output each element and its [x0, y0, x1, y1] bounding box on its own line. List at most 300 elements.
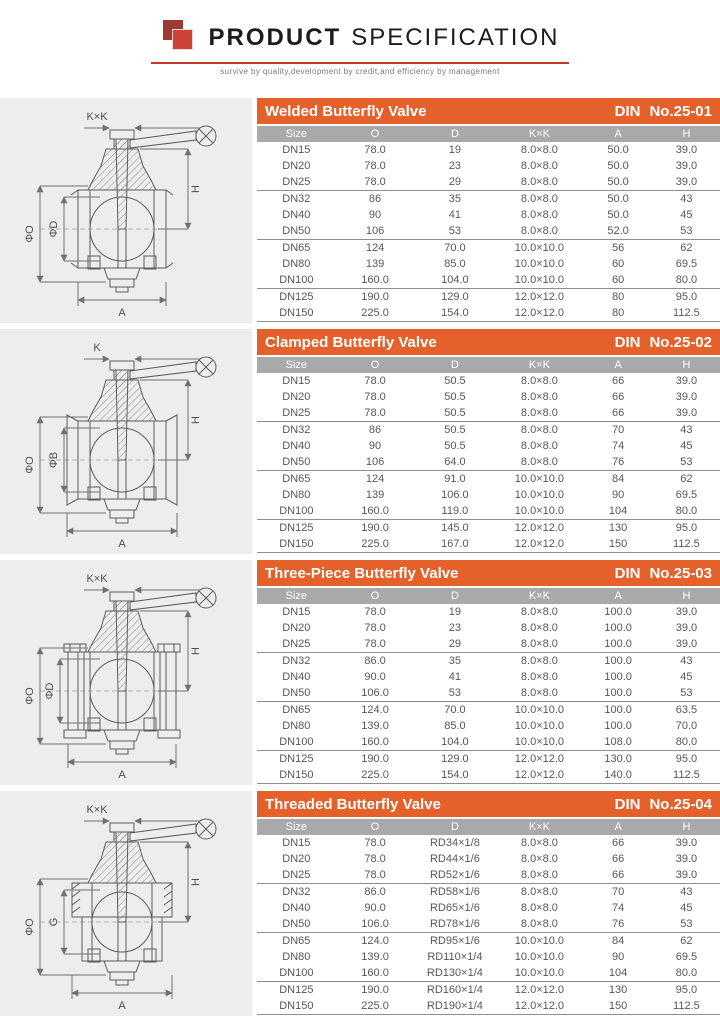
table-row [257, 272, 720, 289]
table-cell: 129.0 [414, 751, 495, 768]
table-cell: DN15 [282, 375, 311, 387]
table-cell: 78.0 [364, 638, 386, 650]
table-cell: RD95×1/6 [414, 933, 495, 950]
dim-label-outer: ΦO [24, 456, 36, 474]
table-cell: 39.0 [675, 638, 698, 650]
table-cell: 8.0×8.0 [520, 869, 558, 881]
table-cell: 69.5 [675, 951, 698, 963]
table-cell: 8.0×8.0 [520, 209, 558, 221]
table-cell: 12.0×12.0 [495, 998, 583, 1015]
table-cell: 62 [653, 933, 720, 950]
spec-table-welded [257, 126, 720, 322]
table-cell: 100.0 [583, 702, 652, 719]
table-cell: 139 [365, 489, 385, 501]
table-cell: 8.0×8.0 [520, 407, 558, 419]
column-header: K×K [495, 819, 583, 835]
table-cell: DN40 [282, 902, 311, 914]
table-cell: 167.0 [414, 536, 495, 553]
spec-table-three-piece [257, 588, 720, 784]
dim-label-outer: ΦO [24, 687, 36, 705]
handle-lever-icon [130, 824, 196, 841]
table-cell: 66 [611, 375, 625, 387]
din-standard: DIN [614, 795, 641, 813]
din-number: No.25-02 [649, 333, 712, 351]
table-cell: 39.0 [675, 407, 698, 419]
table-cell: 63.5 [653, 702, 720, 719]
table-cell: 66 [611, 853, 625, 865]
diagram-panel-threaded [0, 791, 252, 1016]
table-cell: 95.0 [653, 289, 720, 306]
din-standard: DIN [614, 102, 641, 120]
table-cell: DN25 [282, 869, 311, 881]
din-number: No.25-01 [649, 102, 712, 120]
table-cell: 8.0×8.0 [520, 902, 558, 914]
diagram-panel-welded [0, 98, 252, 323]
table-cell: 190.0 [336, 520, 415, 537]
table-cell: 64.0 [444, 456, 466, 468]
table-cell: 225.0 [336, 536, 415, 553]
table-cell: 84 [583, 933, 652, 950]
table-cell: 78.0 [364, 391, 386, 403]
table-panel-clamped [252, 329, 720, 554]
din-standard: DIN [614, 564, 641, 582]
table-cell: 95.0 [653, 751, 720, 768]
table-cell: 8.0×8.0 [520, 622, 558, 634]
page-title [209, 24, 560, 52]
table-cell: RD78×1/6 [429, 918, 480, 930]
dim-label-width: A [118, 307, 126, 319]
table-cell: RD65×1/6 [429, 902, 480, 914]
table-cell: 80.0 [675, 967, 698, 979]
column-header: O [336, 126, 415, 142]
table-panel-welded [252, 98, 720, 323]
table-cell: DN150 [257, 536, 336, 553]
table-cell: 112.5 [653, 998, 720, 1015]
table-cell: RD110×1/4 [427, 951, 483, 963]
table-cell: 10.0×10.0 [514, 274, 565, 286]
table-row [257, 867, 720, 884]
table-cell: DN25 [282, 638, 311, 650]
table-cell: 160.0 [361, 505, 389, 517]
table-cell: 39.0 [675, 622, 698, 634]
table-row [257, 702, 720, 719]
table-cell: 12.0×12.0 [495, 536, 583, 553]
table-cell: 78.0 [364, 176, 386, 188]
table-row [257, 454, 720, 471]
table-row [257, 916, 720, 933]
table-cell: 8.0×8.0 [520, 176, 558, 188]
table-cell: 8.0×8.0 [520, 638, 558, 650]
din-code [606, 103, 712, 120]
table-cell: 106.0 [441, 489, 469, 501]
column-header: D [414, 126, 495, 142]
table-cell: 76 [611, 456, 625, 468]
table-cell: 78.0 [364, 837, 386, 849]
table-cell: 10.0×10.0 [514, 720, 565, 732]
table-cell: DN20 [282, 622, 311, 634]
section-clamped [0, 329, 720, 554]
table-cell: RD190×1/4 [414, 998, 495, 1015]
valve-diagram-three-piece [0, 560, 252, 785]
table-cell: 90.0 [364, 671, 386, 683]
table-cell: 106 [365, 456, 385, 468]
table-cell: 12.0×12.0 [495, 520, 583, 537]
table-cell: 100.0 [604, 671, 632, 683]
table-row [257, 767, 720, 784]
table-cell: 8.0×8.0 [520, 837, 558, 849]
table-cell: DN65 [257, 471, 336, 488]
table-cell: 62 [653, 240, 720, 257]
section-threaded [0, 791, 720, 1016]
column-header-row [257, 357, 720, 373]
table-cell: 53 [680, 456, 693, 468]
table-cell: 78.0 [364, 160, 386, 172]
table-cell: 78.0 [364, 606, 386, 618]
table-row [257, 305, 720, 322]
table-cell: 41 [448, 209, 462, 221]
table-cell: 8.0×8.0 [520, 918, 558, 930]
table-cell: 53 [680, 687, 693, 699]
column-header: D [414, 819, 495, 835]
table-cell: 8.0×8.0 [520, 391, 558, 403]
table-cell: 150 [583, 536, 652, 553]
table-cell: 12.0×12.0 [495, 305, 583, 322]
table-cell: 8.0×8.0 [520, 375, 558, 387]
spec-table-clamped [257, 357, 720, 553]
table-cell: 80 [583, 289, 652, 306]
dim-label-height: H [190, 416, 202, 424]
table-row [257, 207, 720, 223]
table-cell: DN40 [282, 209, 311, 221]
spec-table-threaded [257, 819, 720, 1015]
table-cell: 62 [653, 471, 720, 488]
table-cell: 104 [608, 505, 628, 517]
table-cell: 160.0 [361, 274, 389, 286]
table-cell: 108.0 [604, 736, 632, 748]
table-cell: 39.0 [675, 606, 698, 618]
table-cell: 35 [414, 191, 495, 208]
table-row [257, 289, 720, 306]
table-cell: DN20 [282, 160, 311, 172]
table-cell: 50.0 [607, 176, 629, 188]
table-cell: 86 [336, 191, 415, 208]
table-cell: 129.0 [414, 289, 495, 306]
table-row [257, 933, 720, 950]
table-cell: 80.0 [675, 274, 698, 286]
table-cell: RD34×1/8 [429, 837, 480, 849]
din-code [606, 334, 712, 351]
table-cell: 43 [653, 191, 720, 208]
diagram-panel-clamped [0, 329, 252, 554]
table-cell: 66 [611, 407, 625, 419]
table-cell: DN40 [282, 440, 311, 452]
dim-label-outer: ΦO [24, 225, 36, 243]
table-cell: 10.0×10.0 [514, 505, 565, 517]
table-cell: 12.0×12.0 [495, 289, 583, 306]
table-cell: DN50 [282, 225, 311, 237]
dim-label-inner: ΦD [48, 220, 60, 238]
table-cell: 50.5 [444, 375, 466, 387]
dim-label-height: H [190, 185, 202, 193]
table-cell: 50.5 [414, 422, 495, 439]
table-cell: 90 [611, 489, 625, 501]
brand-tagline: survive by quality,development by credit,and efficiency by management [220, 67, 500, 76]
table-cell: 85.0 [444, 720, 466, 732]
column-header: H [653, 588, 720, 604]
table-cell: 29 [448, 638, 462, 650]
table-row [257, 685, 720, 702]
table-cell: DN65 [257, 702, 336, 719]
table-cell: RD52×1/6 [429, 869, 480, 881]
dim-label-width: A [118, 538, 126, 550]
table-cell: 100.0 [604, 687, 632, 699]
table-row [257, 471, 720, 488]
table-cell: 35 [414, 653, 495, 670]
table-cell: 43 [653, 884, 720, 901]
table-cell: DN150 [257, 767, 336, 784]
section-title: Clamped Butterfly Valve [265, 333, 437, 351]
table-cell: DN65 [257, 240, 336, 257]
table-cell: DN32 [257, 191, 336, 208]
valve-diagram-clamped [0, 329, 252, 554]
din-code [606, 796, 712, 813]
table-cell: 8.0×8.0 [520, 225, 558, 237]
table-row [257, 636, 720, 653]
table-cell: 12.0×12.0 [495, 751, 583, 768]
table-cell: DN32 [257, 884, 336, 901]
table-cell: DN80 [282, 720, 311, 732]
table-cell: 119.0 [441, 505, 469, 517]
table-cell: 86.0 [336, 884, 415, 901]
table-cell: 41 [448, 671, 462, 683]
table-cell: 190.0 [336, 289, 415, 306]
table-cell: DN80 [282, 489, 311, 501]
table-cell: 86 [336, 422, 415, 439]
din-number: No.25-03 [649, 564, 712, 582]
table-cell: 8.0×8.0 [495, 191, 583, 208]
table-cell: 12.0×12.0 [495, 982, 583, 999]
table-cell: 39.0 [675, 869, 698, 881]
table-cell: DN125 [257, 289, 336, 306]
table-cell: 19 [448, 144, 462, 156]
table-cell: 112.5 [653, 536, 720, 553]
table-cell: 76 [611, 918, 625, 930]
table-cell: 139 [365, 258, 385, 270]
handle-lever-icon [130, 362, 196, 379]
column-header: O [336, 819, 415, 835]
column-header: H [653, 126, 720, 142]
table-row [257, 965, 720, 982]
table-row [257, 389, 720, 405]
table-cell: 39.0 [675, 160, 698, 172]
section-title-bar [257, 329, 720, 355]
table-cell: DN50 [282, 456, 311, 468]
table-cell: 10.0×10.0 [495, 933, 583, 950]
table-cell: 100.0 [604, 622, 632, 634]
table-cell: 50.0 [607, 144, 629, 156]
table-row [257, 884, 720, 901]
table-cell: 23 [448, 160, 462, 172]
table-row [257, 620, 720, 636]
dim-label-width: A [118, 1000, 126, 1012]
table-cell: DN150 [257, 998, 336, 1015]
table-cell: 84 [583, 471, 652, 488]
valve-diagram-welded [0, 98, 252, 323]
column-header: H [653, 357, 720, 373]
dim-label-inner: ΦD [44, 682, 56, 700]
table-cell: DN150 [257, 305, 336, 322]
table-cell: 39.0 [675, 391, 698, 403]
table-row [257, 520, 720, 537]
table-cell: 130 [583, 520, 652, 537]
table-cell: 70.0 [414, 240, 495, 257]
table-cell: 8.0×8.0 [495, 653, 583, 670]
table-cell: DN20 [282, 853, 311, 865]
column-header: Size [257, 588, 336, 604]
valve-diagram-threaded [0, 791, 252, 1016]
table-cell: 139.0 [361, 951, 389, 963]
dim-label-outer: ΦO [24, 918, 36, 936]
table-cell: 124 [336, 240, 415, 257]
din-standard: DIN [614, 333, 641, 351]
table-cell: 29 [448, 176, 462, 188]
table-row [257, 191, 720, 208]
table-cell: 154.0 [414, 305, 495, 322]
table-cell: 160.0 [361, 967, 389, 979]
table-cell: 90 [611, 951, 625, 963]
handle-lever-icon [130, 131, 196, 148]
column-header: K×K [495, 126, 583, 142]
table-cell: DN25 [282, 407, 311, 419]
diagram-panel-three-piece [0, 560, 252, 785]
table-cell: DN80 [282, 258, 311, 270]
table-cell: DN100 [279, 736, 314, 748]
table-cell: 100.0 [604, 606, 632, 618]
table-cell: 145.0 [414, 520, 495, 537]
table-cell: DN32 [257, 422, 336, 439]
table-cell: DN15 [282, 606, 311, 618]
table-cell: 140.0 [583, 767, 652, 784]
table-cell: DN80 [282, 951, 311, 963]
table-cell: 39.0 [675, 176, 698, 188]
table-cell: 86.0 [336, 653, 415, 670]
brand-row [151, 20, 570, 64]
table-cell: 160.0 [361, 736, 389, 748]
table-cell: 60 [611, 274, 625, 286]
table-cell: 52.0 [607, 225, 629, 237]
table-cell: 10.0×10.0 [514, 258, 565, 270]
table-cell: 60 [611, 258, 625, 270]
table-row [257, 373, 720, 389]
table-cell: 12.0×12.0 [495, 767, 583, 784]
table-row [257, 653, 720, 670]
table-cell: 100.0 [604, 720, 632, 732]
section-welded [0, 98, 720, 323]
table-cell: 50.0 [607, 160, 629, 172]
table-cell: 66 [611, 837, 625, 849]
table-cell: 8.0×8.0 [495, 422, 583, 439]
column-header-row [257, 588, 720, 604]
table-cell: 78.0 [364, 622, 386, 634]
table-cell: 8.0×8.0 [520, 671, 558, 683]
column-header: D [414, 588, 495, 604]
table-row [257, 487, 720, 503]
table-cell: 124.0 [336, 933, 415, 950]
table-row [257, 158, 720, 174]
table-cell: 225.0 [336, 305, 415, 322]
table-row [257, 900, 720, 916]
page-header [0, 0, 720, 98]
table-cell: 74 [611, 440, 625, 452]
table-row [257, 734, 720, 751]
table-cell: RD160×1/4 [414, 982, 495, 999]
table-cell: 39.0 [675, 144, 698, 156]
column-header: A [583, 357, 652, 373]
table-cell: 53 [448, 225, 462, 237]
table-cell: 100.0 [604, 638, 632, 650]
table-cell: 23 [448, 622, 462, 634]
column-header: O [336, 588, 415, 604]
table-cell: 45 [680, 671, 693, 683]
table-cell: 130 [583, 982, 652, 999]
table-cell: 19 [448, 606, 462, 618]
table-cell: 78.0 [364, 375, 386, 387]
table-row [257, 405, 720, 422]
table-cell: 50.5 [444, 440, 466, 452]
table-cell: 53 [680, 918, 693, 930]
column-header: Size [257, 357, 336, 373]
table-cell: 85.0 [444, 258, 466, 270]
table-cell: 10.0×10.0 [495, 471, 583, 488]
table-cell: 70.0 [675, 720, 698, 732]
section-title-bar [257, 791, 720, 817]
table-cell: 50.0 [583, 191, 652, 208]
dim-label-top: K [93, 342, 101, 354]
section-title-bar [257, 560, 720, 586]
table-cell: 78.0 [364, 407, 386, 419]
table-cell: 139.0 [361, 720, 389, 732]
column-header: K×K [495, 588, 583, 604]
table-cell: 39.0 [675, 853, 698, 865]
table-cell: 112.5 [653, 305, 720, 322]
table-cell: 70.0 [414, 702, 495, 719]
dim-label-top: K×K [86, 111, 108, 123]
column-header: Size [257, 819, 336, 835]
column-header: K×K [495, 357, 583, 373]
table-cell: 78.0 [364, 144, 386, 156]
table-cell: 45 [680, 902, 693, 914]
table-row [257, 949, 720, 965]
table-cell: 10.0×10.0 [514, 736, 565, 748]
dim-label-inner: G [48, 917, 60, 927]
table-cell: 95.0 [653, 520, 720, 537]
logo-square-front [172, 29, 193, 50]
table-cell: 8.0×8.0 [520, 687, 558, 699]
table-row [257, 142, 720, 158]
table-cell: 43 [653, 653, 720, 670]
column-header: Size [257, 126, 336, 142]
table-cell: DN50 [282, 918, 311, 930]
page-title-primary: PRODUCT [208, 24, 342, 51]
table-cell: DN32 [257, 653, 336, 670]
table-cell: 53 [448, 687, 462, 699]
table-row [257, 536, 720, 553]
section-three-piece [0, 560, 720, 785]
table-cell: DN125 [257, 982, 336, 999]
table-cell: 106.0 [361, 687, 389, 699]
table-row [257, 604, 720, 620]
table-cell: DN15 [282, 144, 311, 156]
